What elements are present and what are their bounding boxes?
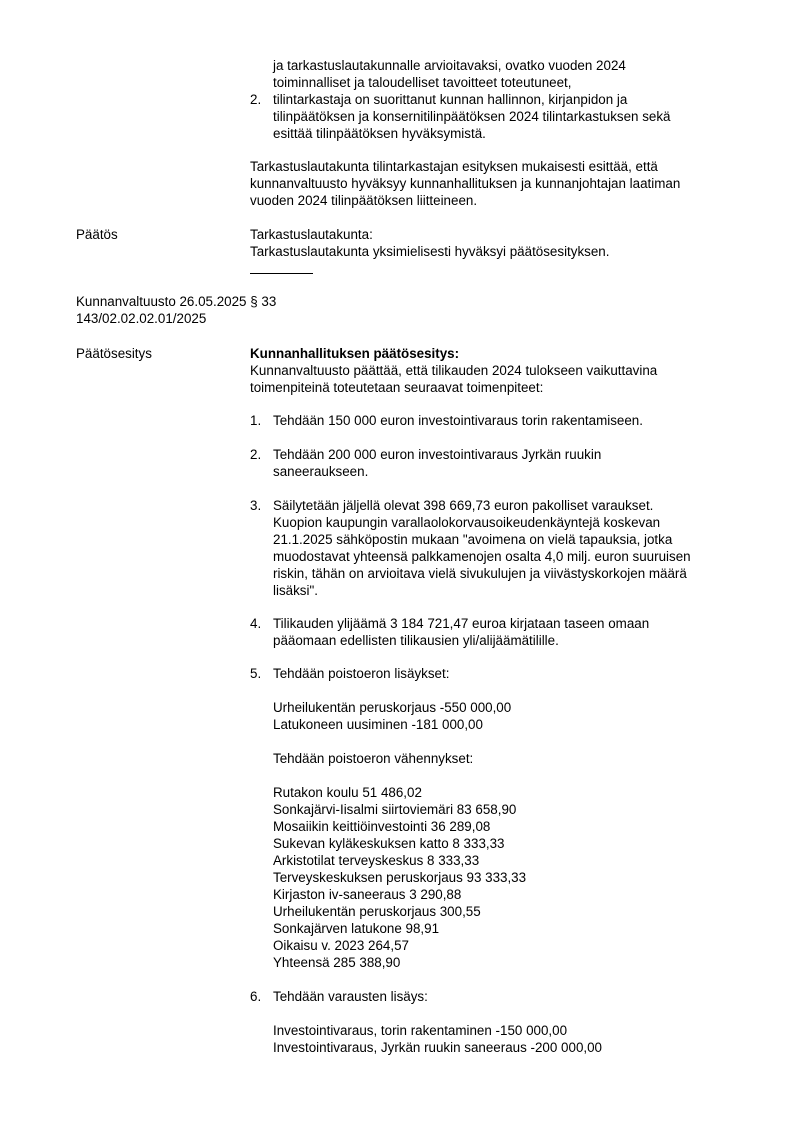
list-item-line: pääomaan edellisten tilikausien yli/alijäämätilille. xyxy=(273,633,559,648)
reduction-line: Arkistotilat terveyskeskus 8 333,33 xyxy=(273,853,480,868)
record-number: 143/02.02.02.01/2025 xyxy=(76,311,207,326)
reduction-line: Sukevan kyläkeskuksen katto 8 333,33 xyxy=(273,836,505,851)
list-number: 6. xyxy=(250,989,262,1004)
decision-line: Tarkastuslautakunta yksimielisesti hyväksyi päätösesityksen. xyxy=(250,244,610,259)
decision-line: Tarkastuslautakunta: xyxy=(250,227,373,242)
reduction-line: Sonkajärvi-Iisalmi siirtoviemäri 83 658,90 xyxy=(273,802,517,817)
proposal-line: kunnanvaltuusto hyväksyy kunnanhallituksen ja kunnanjohtajan laatiman xyxy=(250,176,681,191)
list-item-line: Säilytetään jäljellä olevat 398 669,73 euron pakolliset varaukset. xyxy=(273,498,654,513)
list-item-line: esittää tilinpäätöksen hyväksymistä. xyxy=(273,126,486,141)
reduction-line: Sonkajärven latukone 98,91 xyxy=(273,921,440,936)
proposal-intro-line: Kunnanvaltuusto päättää, että tilikauden 2024 tulokseen vaikuttavina xyxy=(250,363,658,378)
decision-label: Päätös xyxy=(76,227,118,242)
list-item-line: tilinpäätöksen ja konsernitilinpäätöksen 2024 tilintarkastuksen sekä xyxy=(273,109,671,124)
reduction-total: Yhteensä 285 388,90 xyxy=(273,955,401,970)
proposal-heading: Kunnanhallituksen päätösesitys: xyxy=(250,346,460,361)
continuation-line: toiminnalliset ja taloudelliset tavoitteet toteutuneet, xyxy=(273,75,572,90)
list-item-line: 21.1.2025 sähköpostin mukaan "avoimena on vielä tapauksia, jotka xyxy=(273,532,673,547)
reductions-title: Tehdään poistoeron vähennykset: xyxy=(273,751,474,766)
list-item-line: muodostavat yhteensä palkkamenojen osalta 4,0 milj. euron suuruisen xyxy=(273,549,691,564)
proposal-line: Tarkastuslautakunta tilintarkastajan esityksen mukaisesti esittää, että xyxy=(250,159,658,174)
list-item-line: lisäksi". xyxy=(273,583,318,598)
addition-line: Urheilukentän peruskorjaus -550 000,00 xyxy=(273,700,512,715)
list-number: 5. xyxy=(250,666,262,681)
list-item-line: tilintarkastaja on suorittanut kunnan hallinnon, kirjanpidon ja xyxy=(273,92,628,107)
list-number: 2. xyxy=(250,92,262,107)
list-item-title: Tehdään poistoeron lisäykset: xyxy=(273,666,450,681)
list-item-line: riskin, tähän on arvioitava vielä sivukulujen ja viivästyskorkojen määrä xyxy=(273,566,687,581)
proposal-label: Päätösesitys xyxy=(76,346,152,361)
addition-line: Latukoneen uusiminen -181 000,00 xyxy=(273,717,483,732)
list-item-line: Tilikauden ylijäämä 3 184 721,47 euroa kirjataan taseen omaan xyxy=(273,616,650,631)
reduction-line: Kirjaston iv-saneeraus 3 290,88 xyxy=(273,887,462,902)
proposal-intro-line: toimenpiteinä toteutetaan seuraavat toimenpiteet: xyxy=(250,380,544,395)
reduction-line: Urheilukentän peruskorjaus 300,55 xyxy=(273,904,481,919)
reserve-line: Investointivaraus, Jyrkän ruukin saneeraus -200 000,00 xyxy=(273,1040,603,1055)
list-item-line: saneeraukseen. xyxy=(273,464,369,479)
list-item-line: Kuopion kaupungin varallaolokorvausoikeudenkäyntejä koskevan xyxy=(273,515,661,530)
council-meeting-line: Kunnanvaltuusto 26.05.2025 § 33 xyxy=(76,294,277,309)
list-number: 3. xyxy=(250,498,262,513)
list-number: 2. xyxy=(250,447,262,462)
reduction-line: Rutakon koulu 51 486,02 xyxy=(273,785,422,800)
continuation-line: ja tarkastuslautakunnalle arvioitavaksi, ovatko vuoden 2024 xyxy=(273,58,626,73)
reserve-line: Investointivaraus, torin rakentaminen -150 000,00 xyxy=(273,1023,568,1038)
list-item-line: Tehdään 200 000 euron investointivaraus Jyrkän ruukin xyxy=(273,447,602,462)
divider xyxy=(250,273,313,274)
list-number: 4. xyxy=(250,616,262,631)
reduction-line: Mosaiikin keittiöinvestointi 36 289,08 xyxy=(273,819,491,834)
reduction-line: Terveyskeskuksen peruskorjaus 93 333,33 xyxy=(273,870,527,885)
list-item-title: Tehdään varausten lisäys: xyxy=(273,989,428,1004)
reduction-line: Oikaisu v. 2023 264,57 xyxy=(273,938,409,953)
list-item-line: Tehdään 150 000 euron investointivaraus torin rakentamiseen. xyxy=(273,413,643,428)
list-number: 1. xyxy=(250,413,262,428)
proposal-line: vuoden 2024 tilinpäätöksen liitteineen. xyxy=(250,193,478,208)
